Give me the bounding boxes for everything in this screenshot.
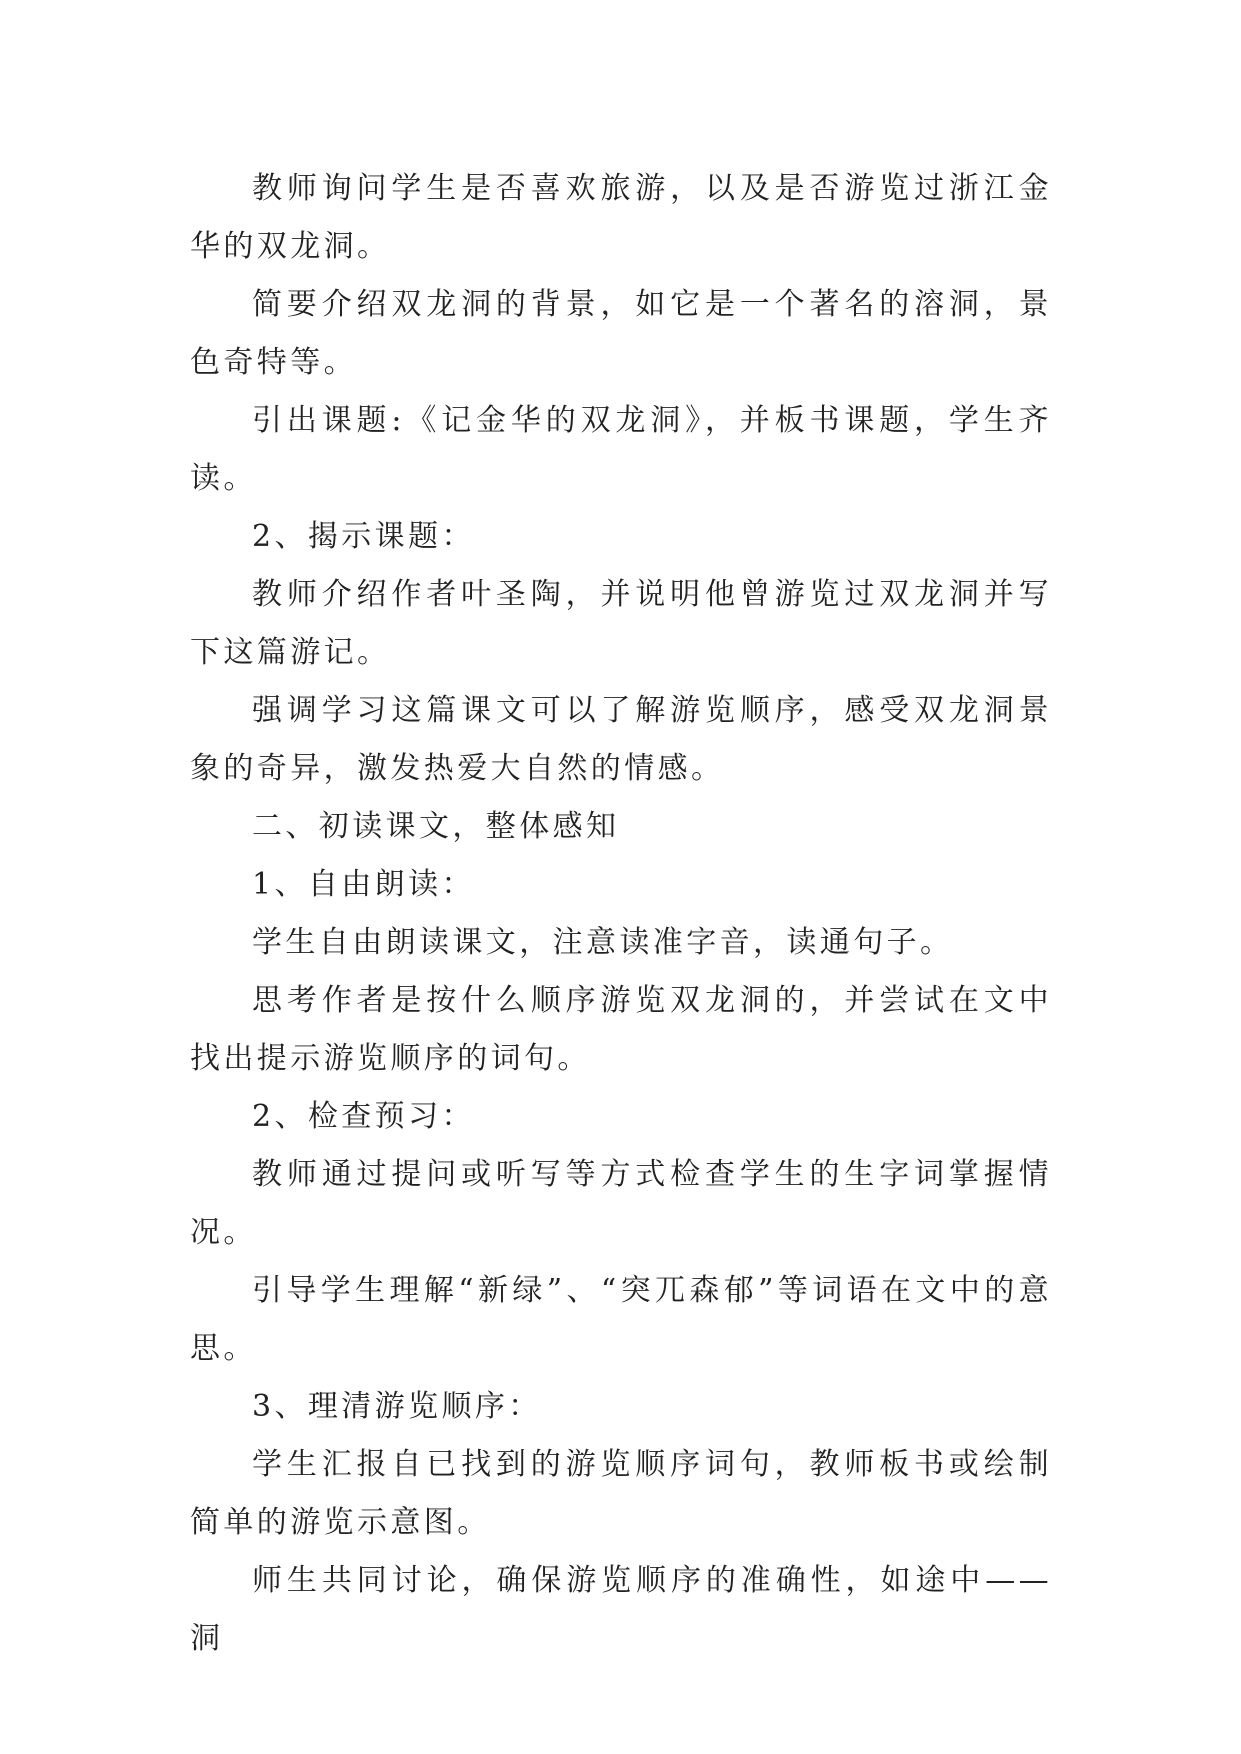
section-heading: 1、自由朗读： <box>252 867 475 902</box>
paragraph: 思考作者是按什么顺序游览双龙洞的，并尝试在文中找出提示游览顺序的词句。 <box>190 983 1052 1076</box>
paragraph: 师生共同讨论，确保游览顺序的准确性，如途中——洞 <box>190 1563 1052 1656</box>
document-body <box>190 160 1052 1668</box>
section-heading: 3、理清游览顺序： <box>252 1389 542 1424</box>
section-heading: 2、检查预习： <box>252 1099 475 1134</box>
paragraph: 学生自由朗读课文，注意读准字音，读通句子。 <box>252 925 954 960</box>
paragraph: 学生汇报自已找到的游览顺序词句，教师板书或绘制简单的游览示意图。 <box>190 1447 1052 1540</box>
paragraph: 引出课题:《记金华的双龙洞》，并板书课题，学生齐读。 <box>190 403 1052 496</box>
paragraph: 简要介绍双龙洞的背景，如它是一个著名的溶洞，景色奇特等。 <box>190 287 1052 380</box>
paragraph: 教师询问学生是否喜欢旅游，以及是否游览过浙江金华的双龙洞。 <box>190 171 1052 264</box>
paragraph: 教师通过提问或听写等方式检查学生的生字词掌握情况。 <box>190 1157 1052 1250</box>
section-heading: 2、揭示课题： <box>252 519 475 554</box>
paragraph: 强调学习这篇课文可以了解游览顺序，感受双龙洞景象的奇异，激发热爱大自然的情感。 <box>190 693 1052 786</box>
section-heading: 二、初读课文，整体感知 <box>252 809 620 844</box>
paragraph: 教师介绍作者叶圣陶，并说明他曾游览过双龙洞并写下这篇游记。 <box>190 577 1052 670</box>
paragraph: 引导学生理解“新绿”、“突兀森郁”等词语在文中的意思。 <box>190 1273 1052 1366</box>
